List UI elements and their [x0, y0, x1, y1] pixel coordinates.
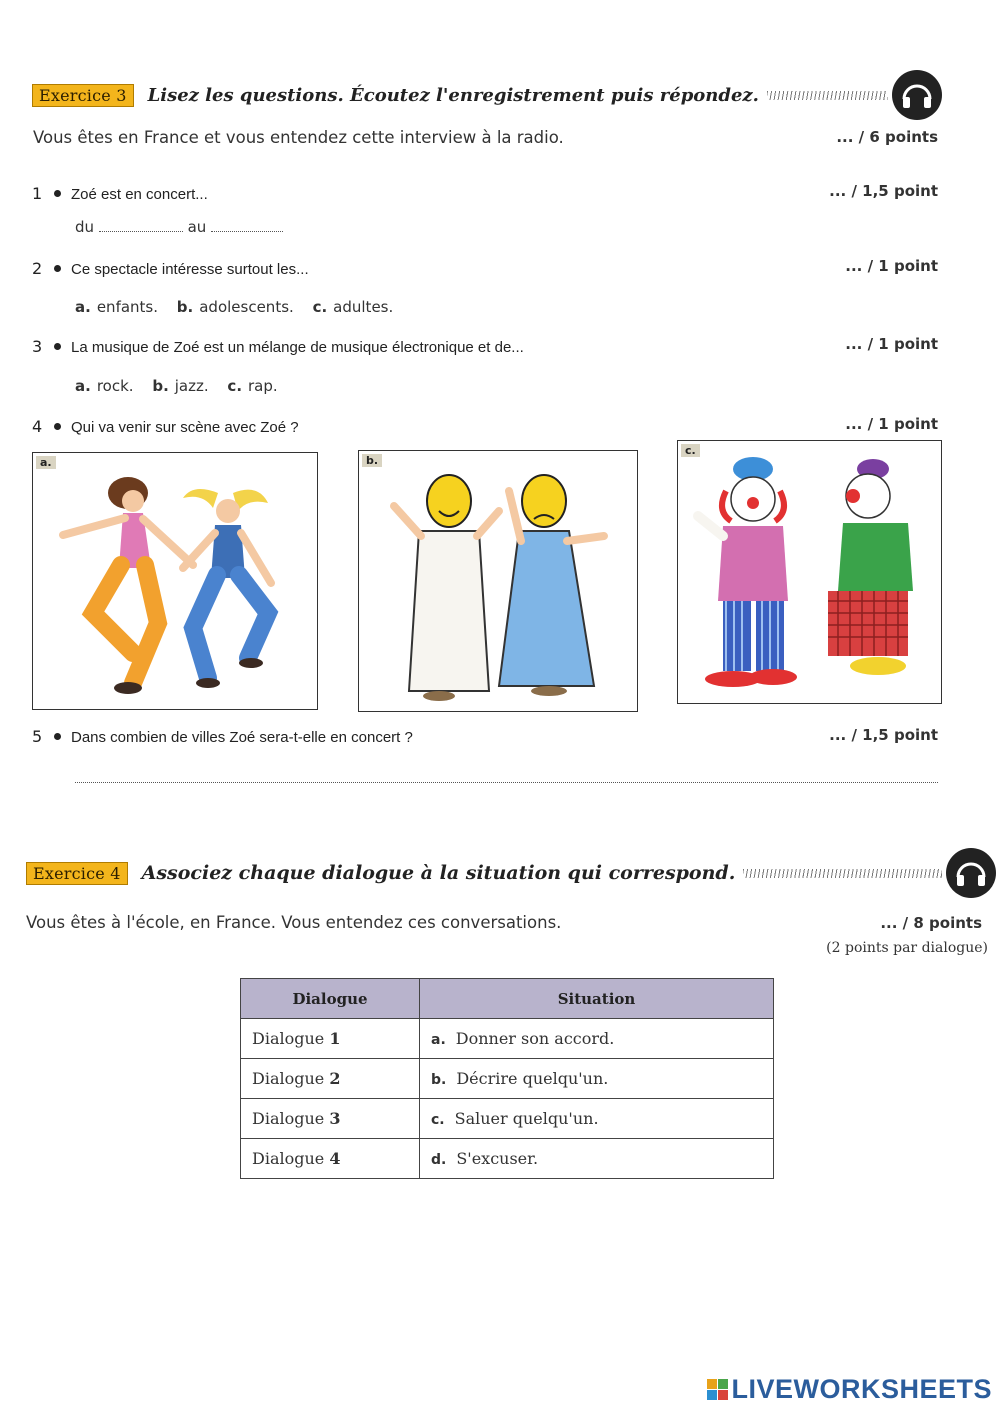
table-row[interactable]: [241, 1019, 774, 1059]
question-4: [32, 417, 299, 436]
picture-b-actors[interactable]: [358, 450, 638, 712]
exercise4-intro: Vous êtes à l'école, en France. Vous entendez ces conversations.: [26, 913, 562, 932]
to-label: au: [187, 218, 207, 236]
liveworksheets-logo[interactable]: [707, 1374, 992, 1405]
option-c[interactable]: c. adultes.: [312, 298, 394, 316]
picture-label: c.: [681, 444, 700, 457]
exercise4-title: Associez chaque dialogue à la situation qui correspond.: [141, 862, 736, 884]
logo-icon: [707, 1379, 728, 1400]
answer-line[interactable]: [75, 782, 938, 783]
headphones-icon[interactable]: [892, 70, 942, 120]
question-text: Ce spectacle intéresse surtout les...: [71, 261, 309, 278]
actors-illustration: [359, 451, 637, 711]
situation-cell: a. Donner son accord.: [420, 1019, 774, 1059]
exercise4-badge: Exercice 4: [26, 862, 128, 885]
bullet-icon: [54, 265, 61, 272]
question-number: 2: [32, 259, 43, 278]
exercise3-badge: Exercice 3: [32, 84, 134, 107]
question-text: Qui va venir sur scène avec Zoé ?: [71, 419, 299, 436]
question-text: Dans combien de villes Zoé sera-t-elle en concert ?: [71, 729, 413, 746]
exercise3-total-points: ... / 6 points: [836, 128, 938, 146]
question-3-options: [75, 377, 292, 395]
to-blank[interactable]: [211, 231, 283, 232]
picture-label: b.: [362, 454, 382, 467]
question-1: [32, 184, 208, 203]
dialogue-cell: Dialogue 1: [241, 1019, 420, 1059]
situation-cell: c. Saluer quelqu'un.: [420, 1099, 774, 1139]
option-b[interactable]: b. adolescents.: [176, 298, 294, 316]
picture-c-clowns[interactable]: [677, 440, 942, 704]
option-c[interactable]: c. rap.: [227, 377, 278, 395]
date-range-fields: [75, 218, 283, 236]
exercise4-points-note: (2 points par dialogue): [826, 940, 988, 956]
matching-table: [240, 978, 774, 1179]
clowns-illustration: [678, 441, 941, 703]
picture-a-dancers[interactable]: [32, 452, 318, 710]
question-4-points: ... / 1 point: [845, 415, 938, 433]
table-row[interactable]: [241, 1059, 774, 1099]
question-text: Zoé est en concert...: [71, 186, 208, 203]
bullet-icon: [54, 190, 61, 197]
situation-cell: d. S'excuser.: [420, 1139, 774, 1179]
question-1-points: ... / 1,5 point: [829, 182, 938, 200]
bullet-icon: [54, 733, 61, 740]
from-blank[interactable]: [99, 231, 183, 232]
question-3: [32, 337, 524, 356]
dialogue-cell: Dialogue 3: [241, 1099, 420, 1139]
question-5: [32, 727, 413, 746]
question-5-points: ... / 1,5 point: [829, 726, 938, 744]
dancers-illustration: [33, 453, 317, 709]
question-text: La musique de Zoé est un mélange de musique électronique et de...: [71, 339, 524, 356]
dialogue-cell: Dialogue 4: [241, 1139, 420, 1179]
question-2-points: ... / 1 point: [845, 257, 938, 275]
option-a[interactable]: a. enfants.: [75, 298, 159, 316]
exercise3-header: [32, 70, 942, 120]
bullet-icon: [54, 423, 61, 430]
column-header-situation: Situation: [420, 979, 774, 1019]
question-number: 1: [32, 184, 43, 203]
from-label: du: [75, 218, 95, 236]
column-header-dialogue: Dialogue: [241, 979, 420, 1019]
question-number: 5: [32, 727, 43, 746]
headphones-icon[interactable]: [946, 848, 996, 898]
hatch-divider: [767, 91, 888, 100]
question-number: 4: [32, 417, 43, 436]
table-header-row: [241, 979, 774, 1019]
option-b[interactable]: b. jazz.: [152, 377, 209, 395]
exercise3-title: Lisez les questions. Écoutez l'enregistrement puis répondez.: [147, 84, 759, 106]
question-number: 3: [32, 337, 43, 356]
table-row[interactable]: [241, 1139, 774, 1179]
question-2-options: [75, 298, 407, 316]
question-3-points: ... / 1 point: [845, 335, 938, 353]
table-row[interactable]: [241, 1099, 774, 1139]
brand-text: LIVEWORKSHEETS: [731, 1374, 992, 1404]
option-a[interactable]: a. rock.: [75, 377, 134, 395]
hatch-divider: [743, 869, 942, 878]
situation-cell: b. Décrire quelqu'un.: [420, 1059, 774, 1099]
exercise4-total-points: ... / 8 points: [880, 914, 982, 932]
question-2: [32, 259, 309, 278]
bullet-icon: [54, 343, 61, 350]
picture-label: a.: [36, 456, 56, 469]
exercise3-intro: Vous êtes en France et vous entendez cette interview à la radio.: [33, 128, 564, 147]
dialogue-cell: Dialogue 2: [241, 1059, 420, 1099]
exercise4-header: [26, 848, 996, 898]
